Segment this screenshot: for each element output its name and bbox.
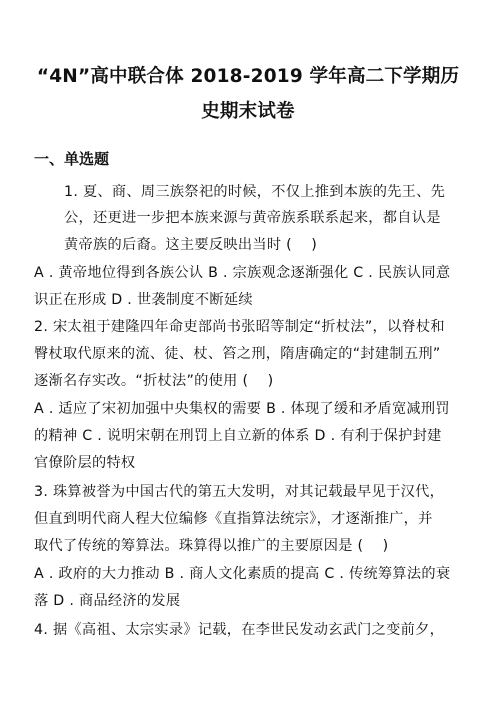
- q3-line-3: 取代了传统的筹算法。珠算得以推广的主要原因是 ( ): [34, 538, 389, 554]
- q3-line-2: 但直到明代商人程大位编修《直指算法统宗》，才逐渐推广，并: [34, 511, 433, 527]
- q2-line-2: 臀杖取代原来的流、徒、杖、笞之刑，隋唐确定的“封建制五刑”: [34, 346, 441, 362]
- q1-line-3: 黄帝族的后裔。这主要反映出当时 ( ): [64, 237, 318, 253]
- exam-title-line-2: 史期末试卷: [201, 101, 295, 122]
- q1-line-2: 公，还更进一步把本族来源与黄帝族系联系起来，都自认是: [64, 210, 441, 226]
- q2-options-line-1: A . 适应了宋初加强中央集权的需要 B . 体现了缓和矛盾宽减刑罚: [34, 401, 450, 417]
- q1-options-line-1: A . 黄帝地位得到各族公认 B . 宗族观念逐渐强化 C . 民族认同意: [34, 265, 451, 281]
- q1-line-1: 1. 夏、商、周三族祭祀的时候，不仅上推到本族的先王、先: [64, 184, 446, 200]
- q3-line-1: 3. 珠算被誉为中国古代的第五大发明，对其记载最早见于汉代，: [34, 484, 445, 500]
- q2-options-line-2: 的精神 C . 说明宋朝在刑罚上自立新的体系 D . 有利于保护封建: [34, 428, 442, 444]
- q1-options-line-2: 识正在形成 D . 世袭制度不断延续: [34, 292, 253, 308]
- q3-options-line-2: 落 D . 商品经济的发展: [34, 593, 181, 609]
- exam-title-line-1: “4N”高中联合体 2018-2019 学年高二下学期历: [36, 66, 460, 87]
- q3-options-line-1: A . 政府的大力推动 B . 商人文化素质的提高 C . 传统筹算法的衰: [34, 566, 451, 582]
- q2-line-3: 逐渐名存实改。“折杖法”的使用 ( ): [34, 373, 274, 389]
- q4-line-1: 4. 据《高祖、太宗实录》记载，在李世民发动玄武门之变前夕，: [34, 622, 445, 638]
- section-heading: 一、单选题: [34, 150, 110, 168]
- q2-line-1: 2. 宋太祖于建隆四年命吏部尚书张昭等制定“折杖法”，以脊杖和: [34, 319, 445, 335]
- q2-options-line-3: 官僚阶层的特权: [34, 455, 136, 471]
